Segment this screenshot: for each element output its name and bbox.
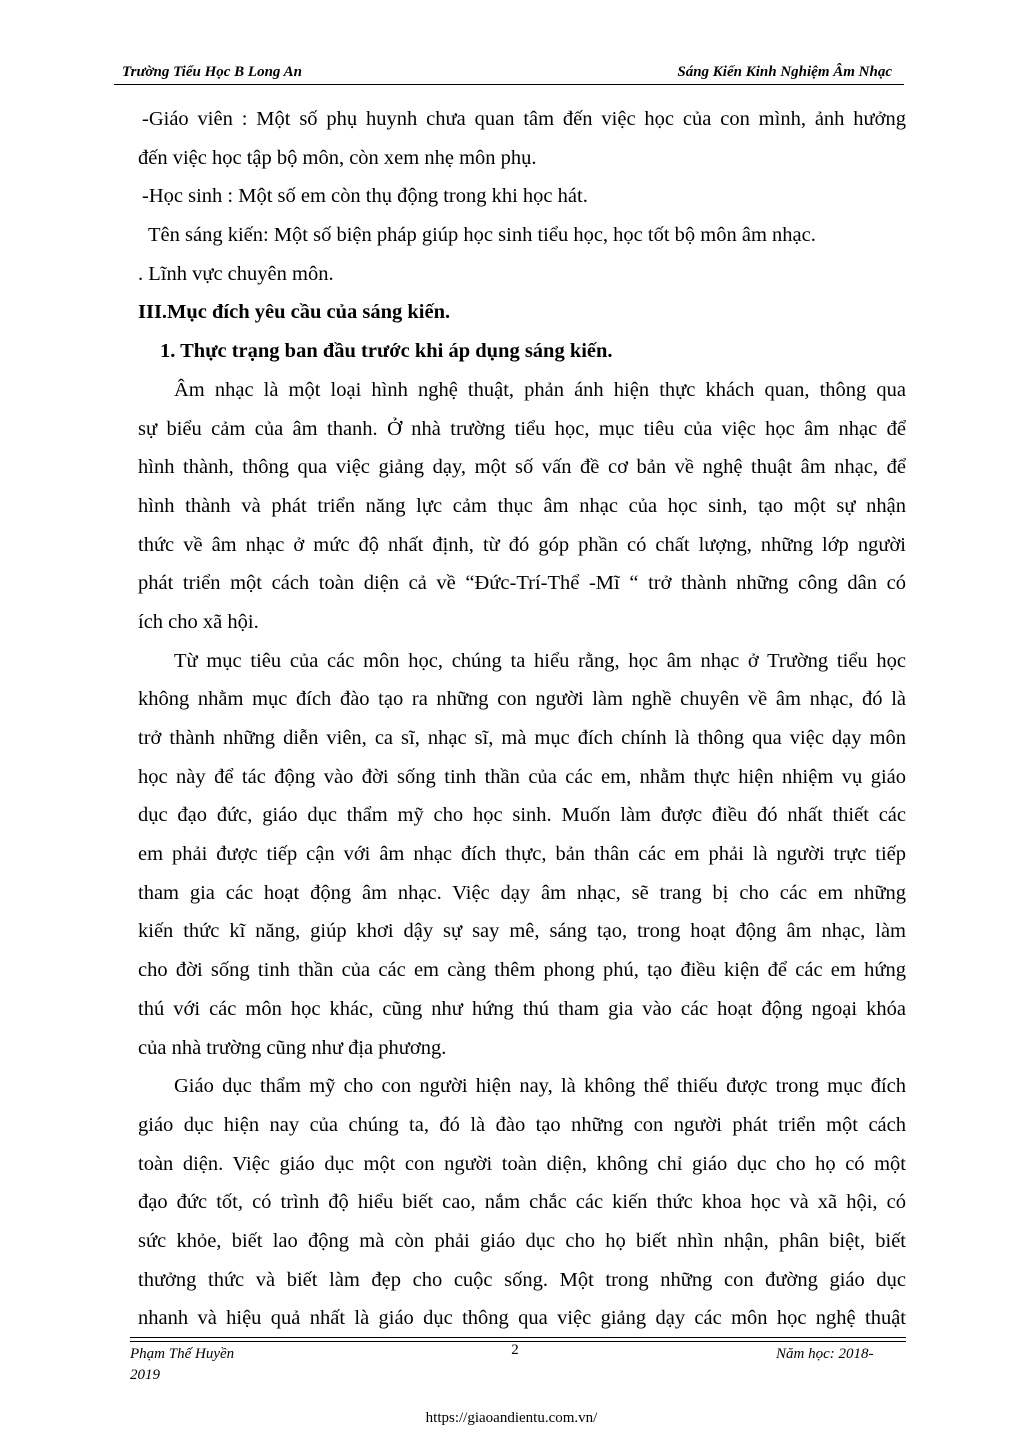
body-text-line: sự biểu cảm của âm thanh. Ở nhà trường tiểu học, mục tiêu của việc học âm nhạc để xyxy=(138,417,906,440)
footer-author: Phạm Thế Huyền xyxy=(130,1346,235,1362)
body-text-line: Giáo dục thẩm mỹ cho con người hiện nay, là không thể thiếu được trong mục đích xyxy=(174,1075,906,1098)
body-text-line: phát triển một cách toàn diện cả về “Đức-Trí-Thể -Mĩ “ trở thành những công dân có xyxy=(138,572,906,595)
body-text-line: thức về âm nhạc ở mức độ nhất định, từ đó góp phần có chất lượng, những lớp người xyxy=(138,533,906,556)
body-text-line: đạo đức tốt, có trình độ hiểu biết cao, nắm chắc các kiến thức khoa học và xã hội, có xyxy=(138,1191,906,1214)
body-text-line: Tên sáng kiến: Một số biện pháp giúp học sinh tiểu học, học tốt bộ môn âm nhạc. xyxy=(148,224,816,247)
footer-divider xyxy=(130,1337,906,1338)
body-text-line: trở thành những diễn viên, ca sĩ, nhạc sĩ, mà mục đích chính là thông qua việc dạy môn xyxy=(138,727,906,749)
body-text-line: của nhà trường cũng như địa phương. xyxy=(138,1036,447,1059)
body-text-line: không nhằm mục đích đào tạo ra những con người làm nghề chuyên về âm nhạc, đó là xyxy=(138,688,906,711)
section-heading: III.Mục đích yêu cầu của sáng kiến. xyxy=(138,301,451,324)
document-body xyxy=(138,100,906,1338)
body-text-line: toàn diện. Việc giáo dục một con người toàn diện, không chỉ giáo dục cho họ có một xyxy=(138,1152,906,1175)
body-text-line: ích cho xã hội. xyxy=(138,610,259,633)
body-text-line: em phải được tiếp cận với âm nhạc đích thực, bản thân các em phải là người trực tiếp xyxy=(138,843,906,866)
body-text-line: dục đạo đức, giáo dục thẩm mỹ cho học sinh. Muốn làm được điều đó nhất thiết các xyxy=(138,804,906,827)
body-text-line: kiến thức kĩ năng, giúp khơi dậy sự say mê, sáng tạo, trong hoạt động âm nhạc, làm xyxy=(138,920,906,943)
header-title: Sáng Kiến Kinh Nghiệm Âm Nhạc xyxy=(677,64,892,80)
body-text-line: học này để tác động vào đời sống tinh thần của các em, nhằm thực hiện nhiệm vụ giáo xyxy=(138,765,906,788)
body-text-line: tham gia các hoạt động âm nhạc. Việc dạy âm nhạc, sẽ trang bị cho các em những xyxy=(138,881,906,904)
footer-school-year-continued: 2019 xyxy=(130,1367,160,1383)
body-text-line: Âm nhạc là một loại hình nghệ thuật, phản ánh hiện thực khách quan, thông qua xyxy=(174,378,906,401)
body-text-line: đến việc học tập bộ môn, còn xem nhẹ môn phụ. xyxy=(138,146,537,169)
body-text-line: giáo dục hiện nay của chúng ta, đó là đào tạo những con người phát triển một cách xyxy=(138,1113,906,1136)
body-text-line: thưởng thức và biết làm đẹp cho cuộc sống. Một trong những con đường giáo dục xyxy=(138,1268,906,1291)
section-heading: 1. Thực trạng ban đầu trước khi áp dụng sáng kiến. xyxy=(160,340,613,363)
body-text-line: nhanh và hiệu quả nhất là giáo dục thông qua việc giảng dạy các môn học nghệ thuật xyxy=(138,1307,906,1330)
body-text-line: . Lĩnh vực chuyên môn. xyxy=(138,262,334,285)
page-header xyxy=(114,62,904,85)
body-text-line: thú với các môn học khác, cũng như hứng thú tham gia vào các hoạt động ngoại khóa xyxy=(138,997,906,1020)
body-text-line: -Giáo viên : Một số phụ huynh chưa quan tâm đến việc học của con mình, ảnh hưởng xyxy=(142,108,906,130)
body-text-line: hình thành, thông qua việc giảng dạy, một số vấn đề cơ bản về nghệ thuật âm nhạc, để xyxy=(138,456,906,479)
body-text-line: -Học sinh : Một số em còn thụ động trong khi học hát. xyxy=(142,185,588,208)
body-text-line: cho đời sống tinh thần của các em càng thêm phong phú, tạo điều kiện để các em hứng xyxy=(138,959,906,982)
header-school: Trường Tiểu Học B Long An xyxy=(122,64,302,80)
source-url[interactable]: https://giaoandientu.com.vn/ xyxy=(425,1410,598,1426)
body-text-line: Từ mục tiêu của các môn học, chúng ta hiểu rằng, học âm nhạc ở Trường tiểu học xyxy=(174,649,906,672)
body-text-line: hình thành và phát triển năng lực cảm thục âm nhạc của học sinh, tạo một sự nhận xyxy=(138,494,906,517)
page-number: 2 xyxy=(511,1342,519,1358)
footer-school-year: Năm học: 2018- xyxy=(776,1346,874,1362)
body-text-line: sức khỏe, biết lao động mà còn phải giáo dục cho họ biết nhìn nhận, phân biệt, biết xyxy=(138,1229,906,1252)
